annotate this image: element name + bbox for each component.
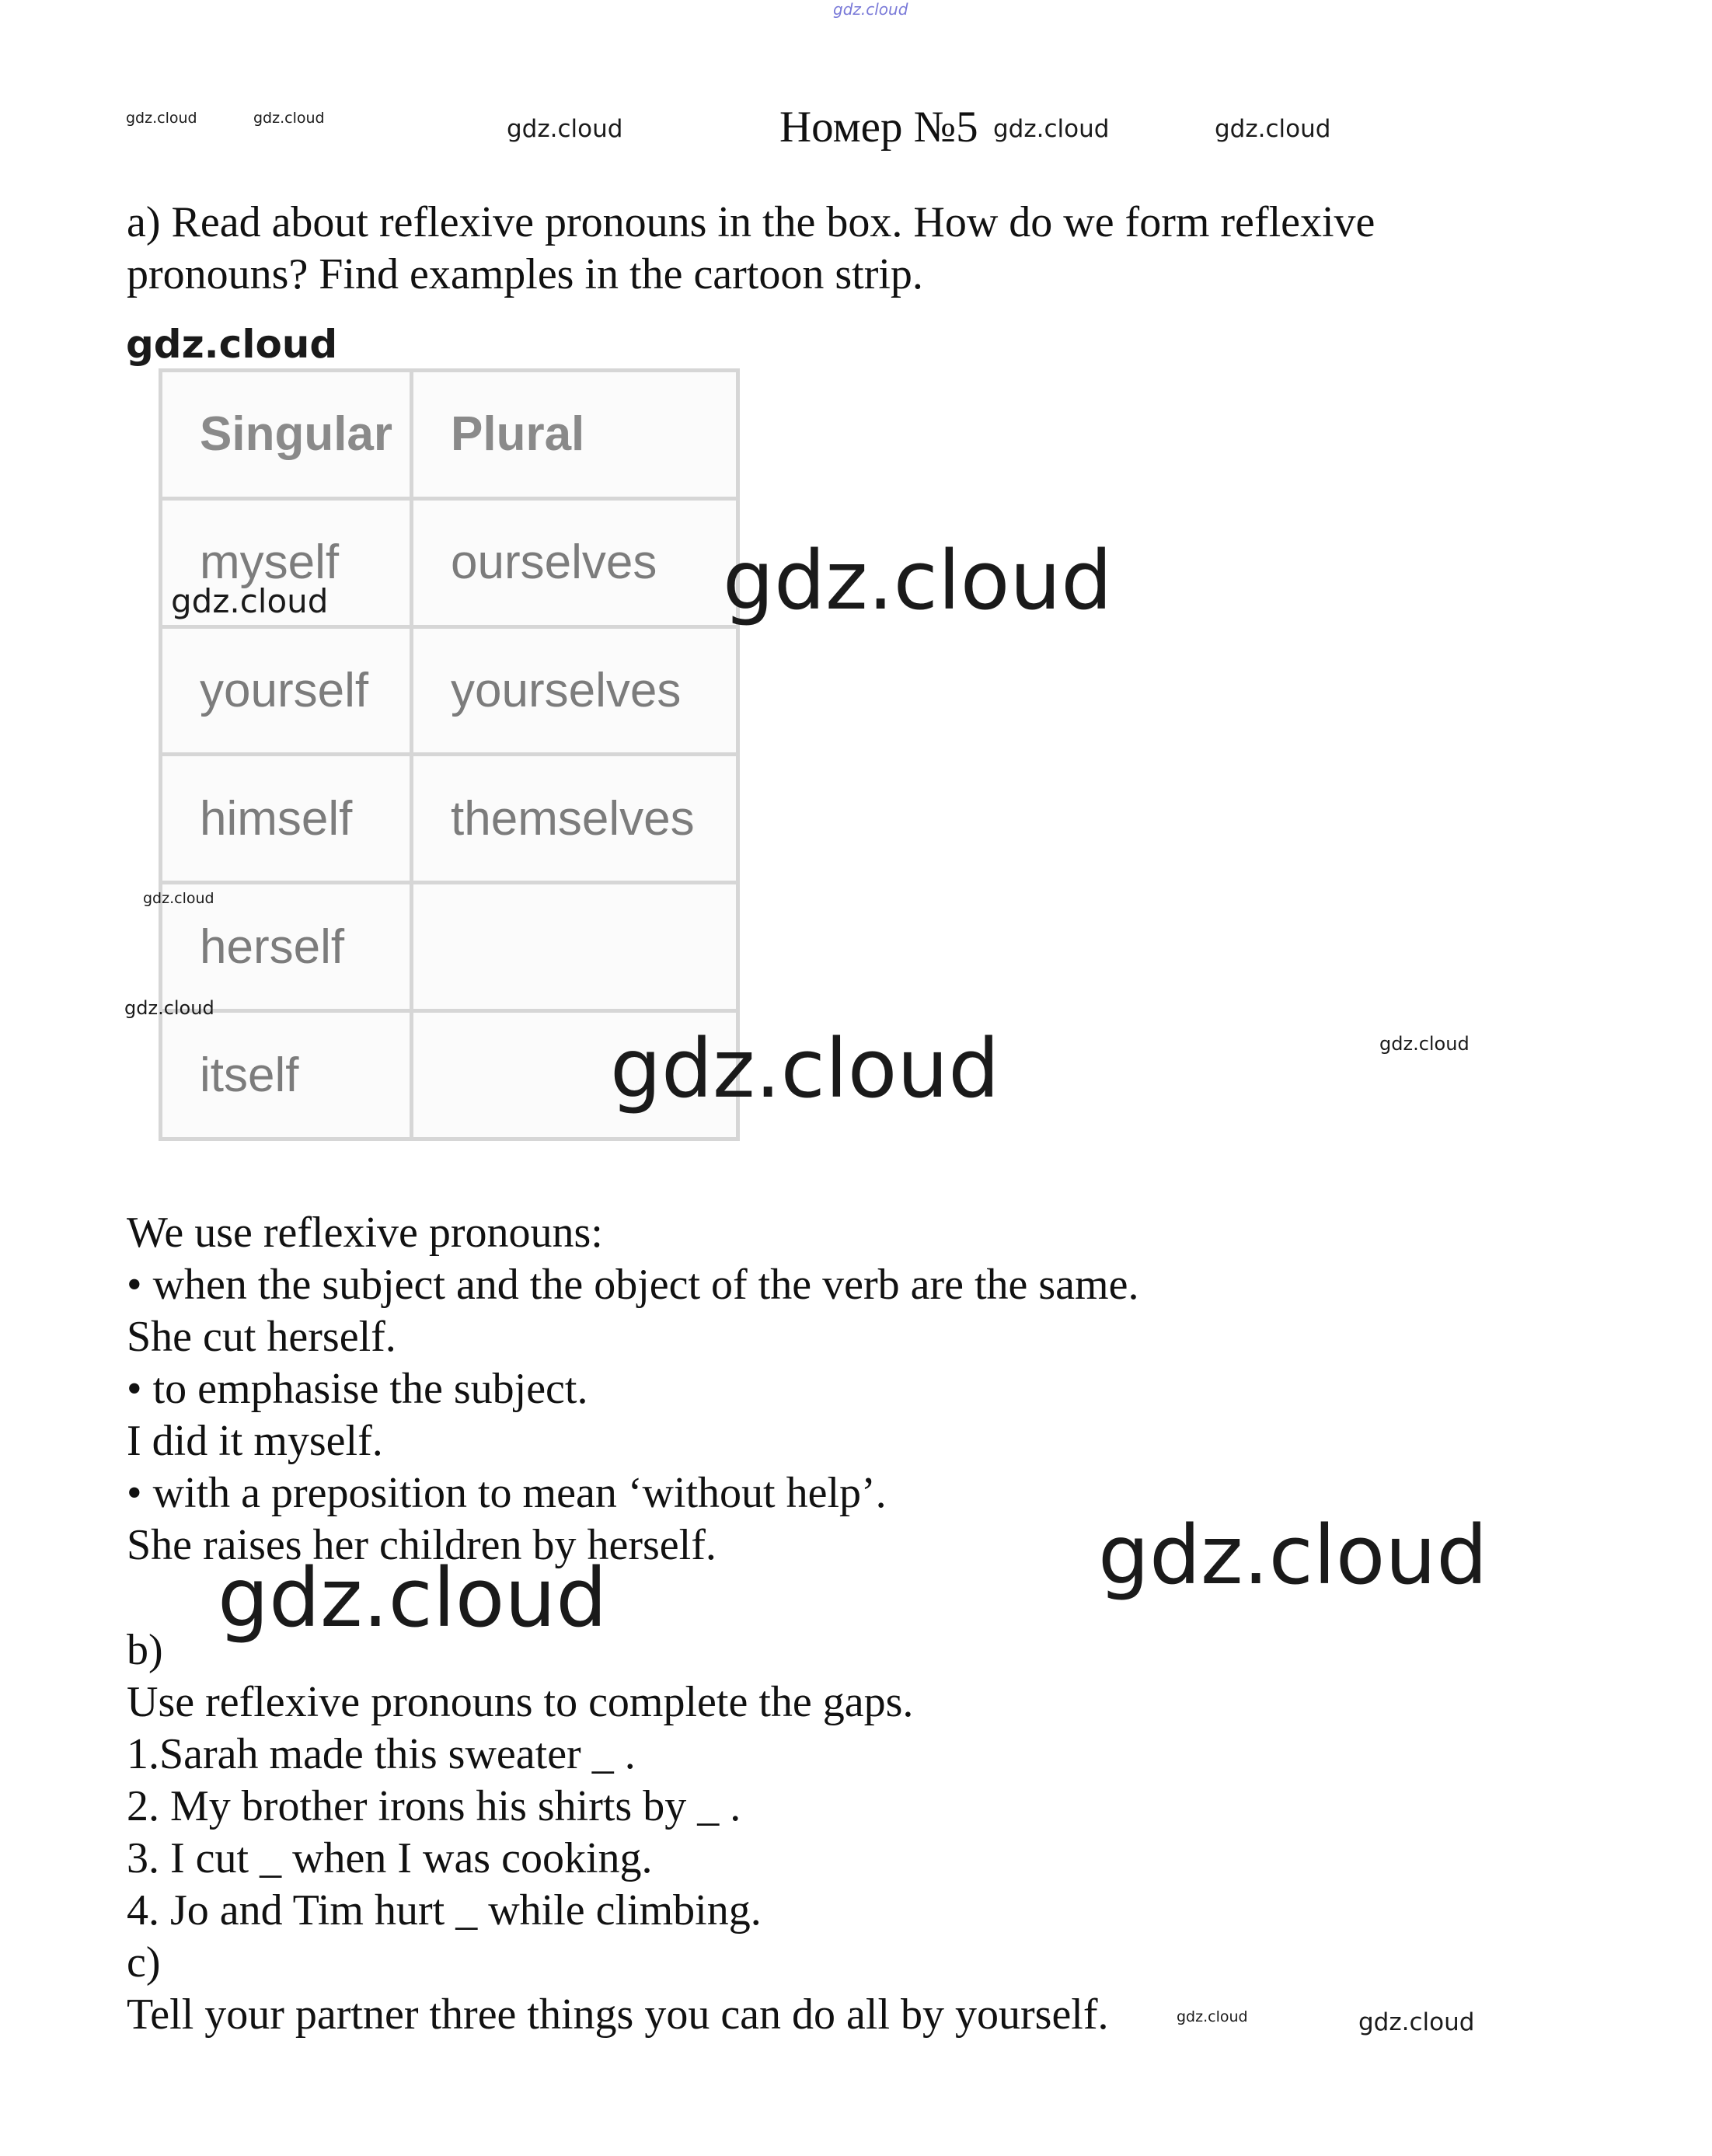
cell-singular: myself bbox=[161, 498, 412, 626]
watermark-header-3: gdz.cloud bbox=[507, 115, 623, 143]
cell-plural bbox=[412, 883, 738, 1011]
rule-1: • when the subject and the object of the verb are the same. bbox=[127, 1261, 1139, 1309]
part-b-item-2: 2. My brother irons his shirts by _ . bbox=[127, 1782, 741, 1830]
watermark-table-small-1: gdz.cloud bbox=[143, 890, 214, 907]
rule-1-example: She cut herself. bbox=[127, 1313, 396, 1361]
rule-2-example: I did it myself. bbox=[127, 1417, 383, 1465]
rules-intro: We use reflexive pronouns: bbox=[127, 1209, 603, 1257]
watermark-table-big-2: gdz.cloud bbox=[610, 1021, 1000, 1116]
watermark-body-big-right: gdz.cloud bbox=[1098, 1508, 1488, 1603]
header-singular: Singular bbox=[161, 371, 412, 499]
watermark-table-big-1: gdz.cloud bbox=[723, 533, 1113, 628]
part-b-item-4: 4. Jo and Tim hurt _ while climbing. bbox=[127, 1886, 762, 1934]
watermark-header-1: gdz.cloud bbox=[126, 110, 197, 127]
watermark-header-2: gdz.cloud bbox=[253, 110, 325, 127]
part-c-label: c) bbox=[127, 1938, 161, 1987]
watermark-top: gdz.cloud bbox=[833, 0, 908, 19]
watermark-table-cell: gdz.cloud bbox=[171, 582, 329, 620]
cell-plural: yourselves bbox=[412, 626, 738, 755]
page-title: Номер №5 bbox=[779, 103, 978, 152]
cell-singular: yourself bbox=[161, 626, 412, 755]
watermark-bottom-small-1: gdz.cloud bbox=[1177, 2008, 1248, 2025]
cell-singular: herself bbox=[161, 883, 412, 1011]
table-header-row bbox=[161, 371, 738, 499]
watermark-header-4: gdz.cloud bbox=[993, 115, 1110, 143]
table-row bbox=[161, 755, 738, 883]
part-a-line-2: pronouns? Find examples in the cartoon strip. bbox=[127, 250, 923, 298]
cell-plural: ourselves bbox=[412, 498, 738, 626]
part-a-line-1: a) Read about reflexive pronouns in the box. How do we form reflexive bbox=[127, 198, 1376, 246]
watermark-header-5: gdz.cloud bbox=[1215, 115, 1331, 143]
cell-plural: themselves bbox=[412, 755, 738, 883]
table-row bbox=[161, 883, 738, 1011]
part-b-label: b) bbox=[127, 1626, 163, 1674]
part-b-item-1: 1.Sarah made this sweater _ . bbox=[127, 1730, 636, 1778]
cell-singular: itself bbox=[161, 1011, 412, 1139]
rule-3-example: She raises her children by herself. bbox=[127, 1521, 717, 1569]
rule-2: • to emphasise the subject. bbox=[127, 1365, 588, 1413]
watermark-below-intro: gdz.cloud bbox=[126, 322, 338, 367]
watermark-body-big-left: gdz.cloud bbox=[218, 1551, 608, 1645]
header-plural: Plural bbox=[412, 371, 738, 499]
watermark-bottom-small-2: gdz.cloud bbox=[1358, 2008, 1475, 2036]
part-b-instruction: Use reflexive pronouns to complete the gaps. bbox=[127, 1678, 914, 1726]
part-c-instruction: Tell your partner three things you can do all by yourself. bbox=[127, 1990, 1109, 2039]
watermark-table-small-2: gdz.cloud bbox=[124, 997, 214, 1019]
cell-singular: himself bbox=[161, 755, 412, 883]
watermark-right-small: gdz.cloud bbox=[1379, 1033, 1470, 1055]
part-b-item-3: 3. I cut _ when I was cooking. bbox=[127, 1834, 653, 1882]
table-row bbox=[161, 626, 738, 755]
rule-3: • with a preposition to mean ‘without help’. bbox=[127, 1469, 887, 1517]
